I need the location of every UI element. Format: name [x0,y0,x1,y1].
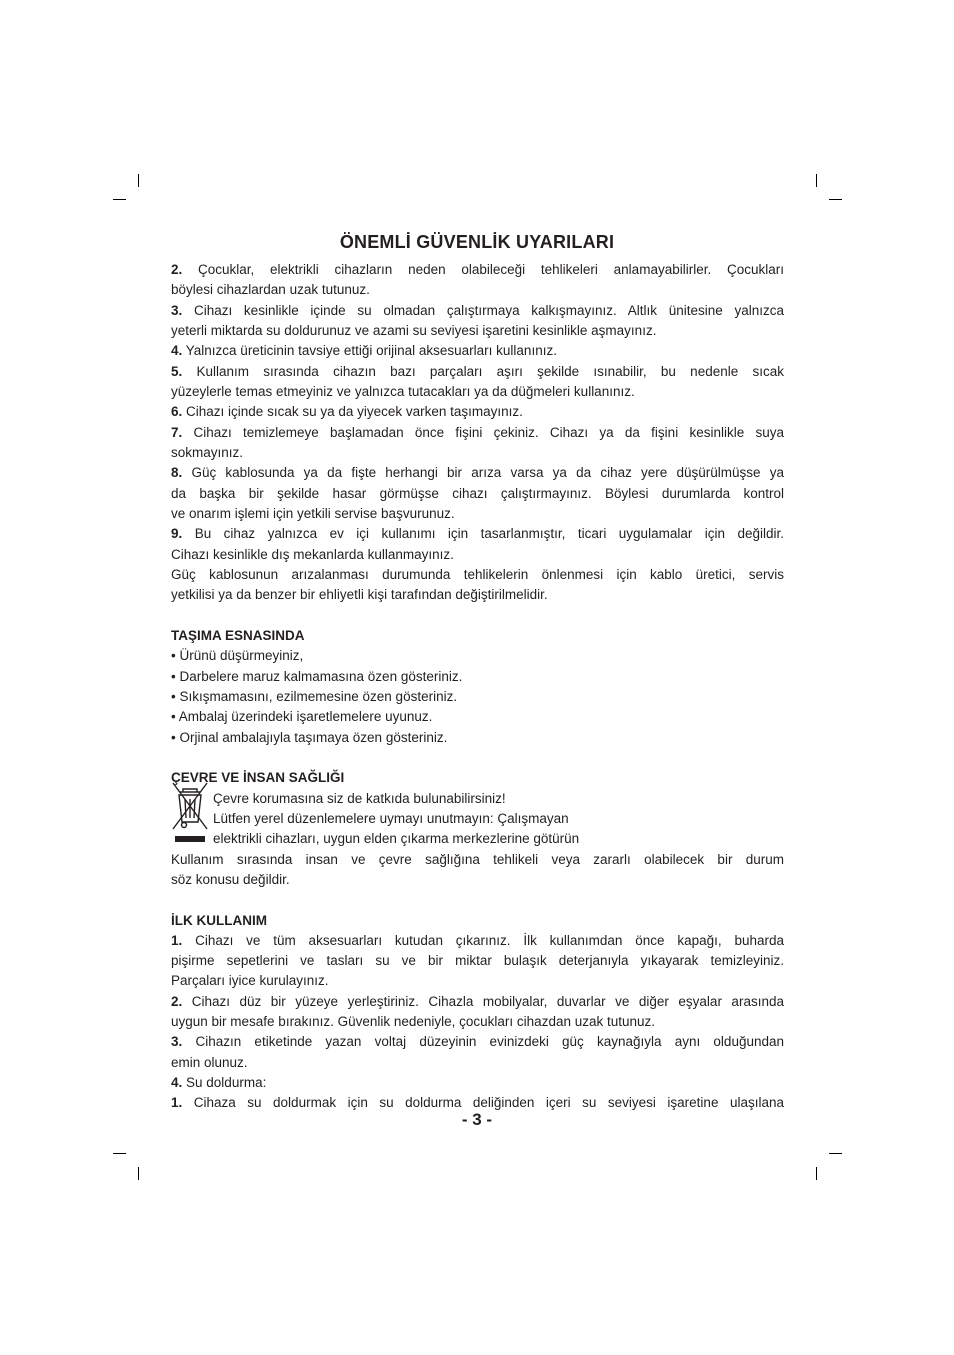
line-text: yüzeylerle temas etmeyiniz ve yalnızca tutacakları ya da düğmeleri kullanınız. [171,383,635,399]
text-line [171,504,784,524]
text-line [171,971,784,991]
line-text: Çocuklar, elektrikli cihazların neden olabileceği tehlikeleri anlamayabilirler. Çocukları [198,262,784,277]
text-line [171,545,784,565]
page-title: ÖNEMLİ GÜVENLİK UYARILARI [339,232,615,252]
warning-item [171,260,784,301]
line-text: sokmayınız. [171,444,244,460]
item-number: 8. [171,465,183,481]
line-text: Güç kablosunda ya da fişte herhangi bir arıza varsa ya da cihaz yere düşürülmüşse ya [191,465,784,481]
warning-item [171,463,784,524]
text-line [171,1073,784,1093]
line-text: ve onarım işlemi için yetkili servise başvurunuz. [171,505,455,521]
item-number: 3. [171,302,183,318]
crop-mark [829,199,842,200]
page-number: - 3 - [461,1110,493,1129]
warning-item [171,301,784,342]
disposal-notice [171,789,784,850]
text-line [171,443,784,463]
blank-line [171,606,784,626]
text-line [171,301,784,321]
crop-mark [816,1167,817,1180]
text-line [171,1053,784,1073]
warning-item [171,341,784,361]
warning-item [171,362,784,403]
bullet-item: • Ambalaj üzerindeki işaretlemelere uyunuz. [171,709,433,725]
item-number: 5. [171,363,183,379]
warning-item [171,402,784,422]
warning-item [171,524,784,565]
crop-mark [113,199,126,200]
item-number: 4. [171,343,183,359]
text-line [171,382,784,402]
text-line [171,280,784,300]
crop-mark [816,174,817,187]
item-number: 2. [171,993,183,1009]
text-line [171,260,784,280]
environment-section [171,768,784,890]
text-line [171,423,784,443]
text-line [171,362,784,382]
text-line [171,524,784,544]
line-text: Yalnızca üreticinin tavsiye ettiği orijinal aksesuarları kullanınız. [185,343,557,359]
text-line: Kullanım sırasında insan ve çevre sağlığına tehlikeli veya zararlı olabilecek bir durum [171,851,784,867]
item-number: 1. [171,1095,183,1111]
text-line [171,931,784,951]
item-number: 1. [171,932,183,948]
step-item [171,931,784,992]
step-item [171,992,784,1033]
text-line: Lütfen yerel düzenlemelere uymayı unutmayın: Çalışmayan [213,810,569,826]
text-line: söz konusu değildir. [171,871,290,887]
line-text: Cihazı düz bir yüzeye yerleştiriniz. Cihazla mobilyalar, duvarlar ve diğer eşyalar arasında [191,993,784,1009]
line-text: yeterli miktarda su doldurunuz ve azami su seviyesi işaretini kesinlikle aşmayınız. [171,322,657,338]
line-text: pişirme sepetlerini ve tasları su ve bir miktar bulaşık deterjanıyla yıkayarak temizleyiniz. [171,953,784,969]
bullet-item: • Ürünü düşürmeyiniz, [171,648,304,664]
line-text: böylesi cihazlardan uzak tutunuz. [171,282,370,298]
line-text: Cihaza su doldurmak için su doldurma deliğinden içeri su seviyesi işaretine ulaşılana [193,1095,784,1111]
crop-mark [113,1153,126,1154]
blank-line [171,748,784,768]
line-text: Cihazın etiketinde yazan voltaj düzeyinin evinizdeki güç kaynağıyla aynı olduğundan [195,1034,784,1050]
item-number: 6. [171,404,183,420]
text-line: yetkilisi ya da benzer bir ehliyetli kişi tarafından değiştirilmelidir. [171,587,548,603]
line-text: Cihazı kesinlikle dış mekanlarda kullanmayınız. [171,546,454,562]
section-heading: İLK KULLANIM [171,912,267,928]
bullet-item: • Orjinal ambalajıyla taşımaya özen gösteriniz. [171,729,448,745]
section-heading: TAŞIMA ESNASINDA [171,627,305,643]
line-text: da başka bir şekilde hasar görmüşse cihazı çalıştırmayınız. Böylesi durumlarda kontrol [171,485,784,501]
line-text: Bu cihaz yalnızca ev içi kullanımı için tasarlanmıştır, ticari uygulamalar için değildir. [194,526,784,542]
text-line [171,484,784,504]
warning-item [171,423,784,464]
text-line [171,341,784,361]
item-number: 9. [171,526,183,542]
bullet-item: • Darbelere maruz kalmamasına özen gösteriniz. [171,668,463,684]
item-number: 4. [171,1075,183,1091]
item-number: 3. [171,1034,183,1050]
step-item [171,1032,784,1073]
text-line: Güç kablosunun arızalanması durumunda tehlikelerin önlenmesi için kablo üretici, servis [171,566,784,582]
line-text: Kullanım sırasında cihazın bazı parçaları aşırı şekilde ısınabilir, bu nedenle sıcak [196,363,784,379]
crop-mark [829,1153,842,1154]
line-text: Cihazı kesinlikle içinde su olmadan çalıştırmaya kalkışmayınız. Altlık ünitesine yalnızca [193,302,784,318]
text-line [171,463,784,483]
item-number: 2. [171,262,183,277]
document-body [171,260,784,1114]
safety-warnings-section [171,260,784,606]
transport-section [171,626,784,748]
text-line: elektrikli cihazları, uygun elden çıkarma merkezlerine götürün [213,831,580,847]
crossed-out-wheelie-bin-icon [171,780,209,842]
first-use-section [171,911,784,1114]
line-text: Cihazı ve tüm aksesuarları kutudan çıkarınız. İlk kullanımdan önce kapağı, buharda [195,932,784,948]
health-statement [171,850,784,891]
blank-line [171,890,784,910]
line-text: Cihazı temizlemeye başlamadan önce fişini çekiniz. Cihazı ya da fişini kesinlikle suya [193,424,784,440]
text-line [171,321,784,341]
step-item [171,1073,784,1093]
line-text: uygun bir mesafe bırakınız. Güvenlik nedeniyle, çocukları cihazdan uzak tutunuz. [171,1014,656,1030]
line-text: emin olunuz. [171,1054,248,1070]
text-line [171,951,784,971]
text-line [171,1032,784,1052]
text-line [171,1012,784,1032]
crop-mark [138,174,139,187]
text-line [171,992,784,1012]
text-line [171,402,784,422]
section-heading: ÇEVRE VE İNSAN SAĞLIĞI [171,770,345,786]
bullet-item: • Sıkışmamasını, ezilmemesine özen gösteriniz. [171,688,458,704]
text-line: Çevre korumasına siz de katkıda bulunabilirsiniz! [213,790,506,806]
line-text: Cihazı içinde sıcak su ya da yiyecek varken taşımayınız. [186,404,523,420]
power-cord-note [171,565,784,606]
line-text: Parçaları iyice kurulayınız. [171,973,329,989]
item-number: 7. [171,424,183,440]
line-text: Su doldurma: [186,1075,267,1091]
crop-mark [138,1167,139,1180]
